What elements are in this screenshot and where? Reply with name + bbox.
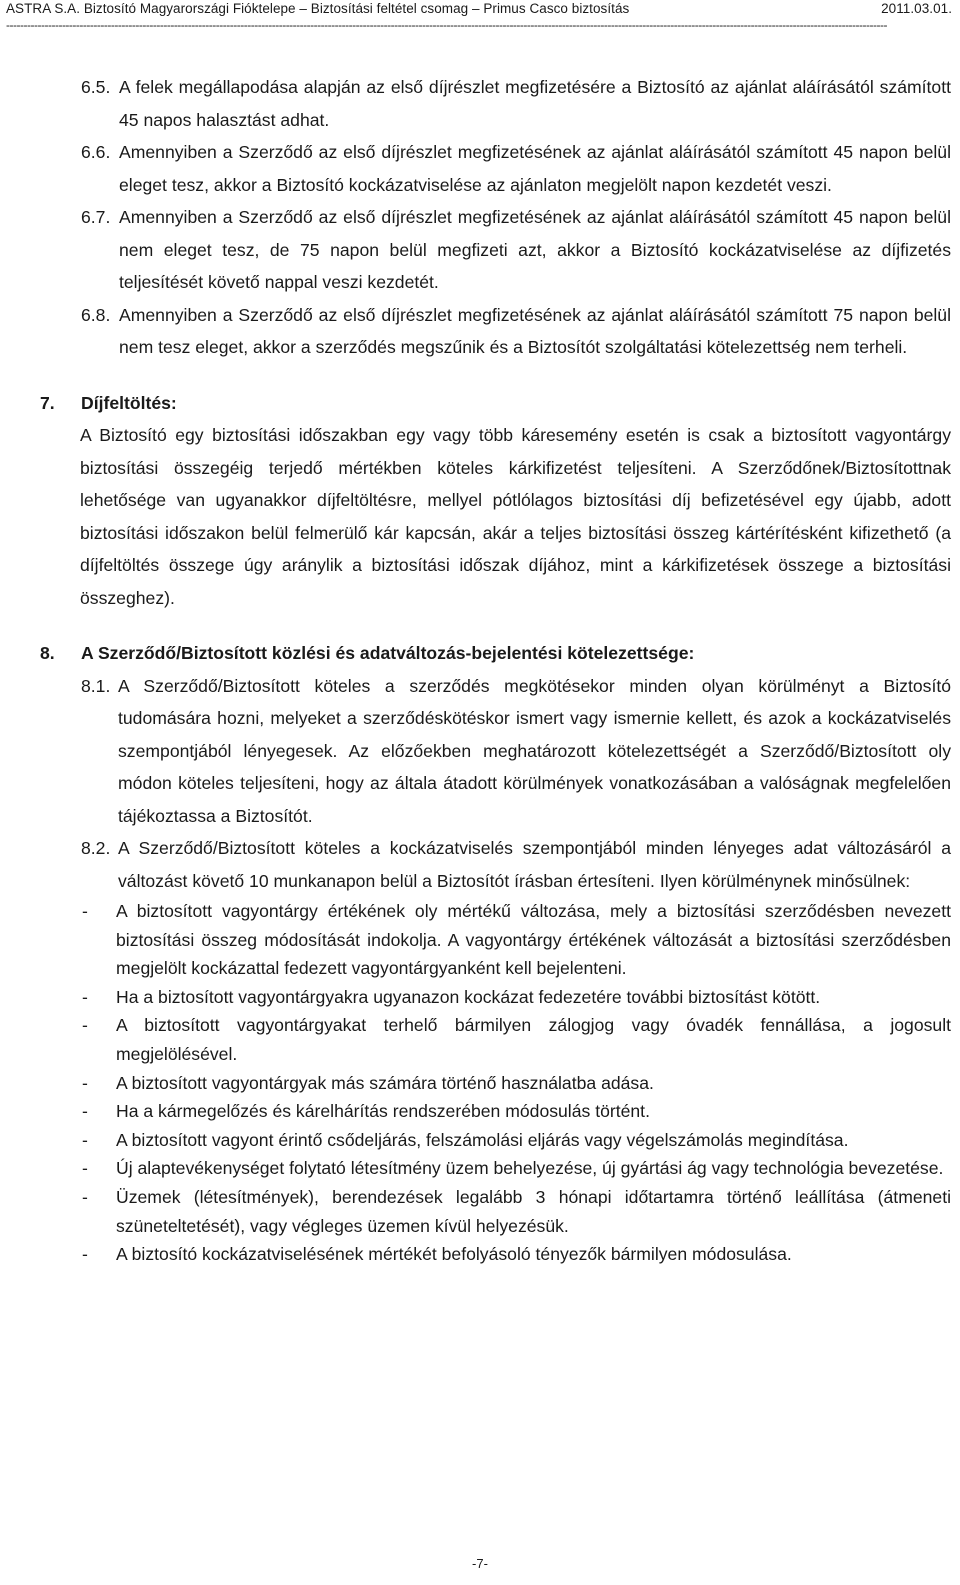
clause-text: Amennyiben a Szerződő az első díjrészlet megfizetésének az ajánlat aláírásától számított 45 napon belül nem eleget tesz, de 75 napon belül megfizeti azt, akkor a Biztosító kockázatviselése az díjfizetés teljesítését követő nappal veszi kezdetét.	[119, 207, 951, 292]
list-item: - A biztosított vagyontárgyakat terhelő bármilyen zálogjog vagy óvadék fennállása, a jogosult megjelölésével.	[80, 1011, 951, 1068]
header-date: 2011.03.01.	[881, 1, 952, 16]
list-item: - Ha a biztosított vagyontárgyakra ugyanazon kockázat fedezetére további biztosítást kötött.	[80, 983, 951, 1012]
circumstance-list-wrapper	[80, 897, 951, 1269]
list-item: - A biztosított vagyont érintő csődeljárás, felszámolási eljárás vagy végelszámolás megindítása.	[80, 1126, 951, 1155]
clause-number: 6.6.	[81, 142, 111, 162]
section-number: 7.	[40, 392, 55, 413]
clause-text: A Szerződő/Biztosított köteles a kockázatviselés szempontjából minden lényeges adat változásáról a változást követő 10 munkanapon belül a Biztosítót írásban értesíteni. Ilyen körülménynek minősülnek:	[118, 838, 951, 891]
clause-number: 6.7.	[81, 207, 111, 227]
header-title: ASTRA S.A. Biztosító Magyarországi Fióktelepe – Biztosítási feltétel csomag – Primus Casco biztosítás	[6, 1, 630, 16]
clause-8-1	[81, 670, 951, 833]
clause-6-8	[81, 299, 951, 364]
clause-number: 8.1.	[81, 675, 111, 696]
document-body	[40, 71, 951, 1269]
section-8-heading	[40, 637, 951, 670]
section-7-body: A Biztosító egy biztosítási időszakban egy vagy több káresemény esetén is csak a biztosított vagyontárgy biztosítási összegéig terjedő mértékben köteles kárkifizetést teljesíteni. A Szerződőnek/Biztosítottnak lehetősége van ugyanakkor díjfeltöltésre, mellyel pótlólagos biztosítási díj befizetésével egy újabb, adott biztosítási időszakon belül felmerülő kár kapcsán, akár a teljes biztosítási összeg kártérítésként kifizethető (a díjfeltöltés összege úgy aránylik a biztosítási időszak díjához, mint a kárkifizetések összege a biztosítási összeghez).	[80, 425, 951, 608]
clause-8-2	[81, 832, 951, 897]
clause-number: 6.5.	[81, 77, 111, 97]
list-item: - A biztosító kockázatviselésének mértékét befolyásoló tényezők bármilyen módosulása.	[80, 1240, 951, 1269]
list-item: - Új alaptevékenységet folytató létesítmény üzem behelyezése, új gyártási ág vagy technológia bevezetése.	[80, 1154, 951, 1183]
section-number: 8.	[40, 643, 55, 663]
clause-number: 8.2.	[81, 838, 111, 858]
section-title: A Szerződő/Biztosított közlési és adatváltozás-bejelentési kötelezettsége:	[81, 643, 695, 663]
list-item: - Üzemek (létesítmények), berendezések legalább 3 hónapi időtartamra történő leállítása (átmeneti szüneteltetését), vagy végleges üzemen kívül helyezésük.	[80, 1183, 951, 1240]
header-divider: ------------------------------------------------------------------------------------------------------------------------------------------------------------------------------------------------------------------------------------------------------------	[6, 18, 888, 32]
page-number: -7-	[472, 1556, 488, 1571]
clause-text: Amennyiben a Szerződő az első díjrészlet megfizetésének az ajánlat aláírásától számított 75 napon belül nem tesz eleget, akkor a szerződés megszűnik és a Biztosítót szolgáltatási kötelezettség nem terheli.	[119, 304, 951, 357]
section-title: Díjfeltöltés:	[81, 392, 177, 413]
clause-number: 6.8.	[81, 304, 111, 325]
list-item: - A biztosított vagyontárgyak más számára történő használatba adása.	[80, 1069, 951, 1098]
clause-6-7	[81, 201, 951, 299]
circumstance-list	[80, 897, 951, 1269]
clause-text: A felek megállapodása alapján az első díjrészlet megfizetésére a Biztosító az ajánlat aláírásától számított 45 napos halasztást adhat.	[119, 77, 951, 130]
list-item: - A biztosított vagyontárgy értékének oly mértékű változása, mely a biztosítási szerződésben nevezett biztosítási összeg módosítását indokolja. A vagyontárgy értékének változását a biztosítási szerződésben megjelölt kockázattal fedezett vagyontárgyanként kell bejelenteni.	[80, 897, 951, 983]
list-item: - Ha a kármegelőzés és kárelhárítás rendszerében módosulás történt.	[80, 1097, 951, 1126]
clause-text: A Szerződő/Biztosított köteles a szerződés megkötésekor minden olyan körülményt a Biztosító tudomására hozni, melyeket a szerződéskötéskor ismert vagy ismernie kellett, és azok a kockázatviselés szempontjából lényegesek. Az előzőekben meghatározott kötelezettségét a Szerződő/Biztosított oly módon köteles teljesíteni, hogy az általa átadott körülmények vonatkozásában a valóságnak megfelelően tájékoztassa a Biztosítót.	[118, 675, 951, 826]
section-7-heading	[40, 387, 951, 420]
clause-6-6	[81, 136, 951, 201]
clause-text: Amennyiben a Szerződő az első díjrészlet megfizetésének az ajánlat aláírásától számított 45 napon belül eleget tesz, akkor a Biztosító kockázatviselése az ajánlaton megjelölt napon kezdetét veszi.	[119, 142, 951, 195]
clause-6-5	[81, 71, 951, 136]
